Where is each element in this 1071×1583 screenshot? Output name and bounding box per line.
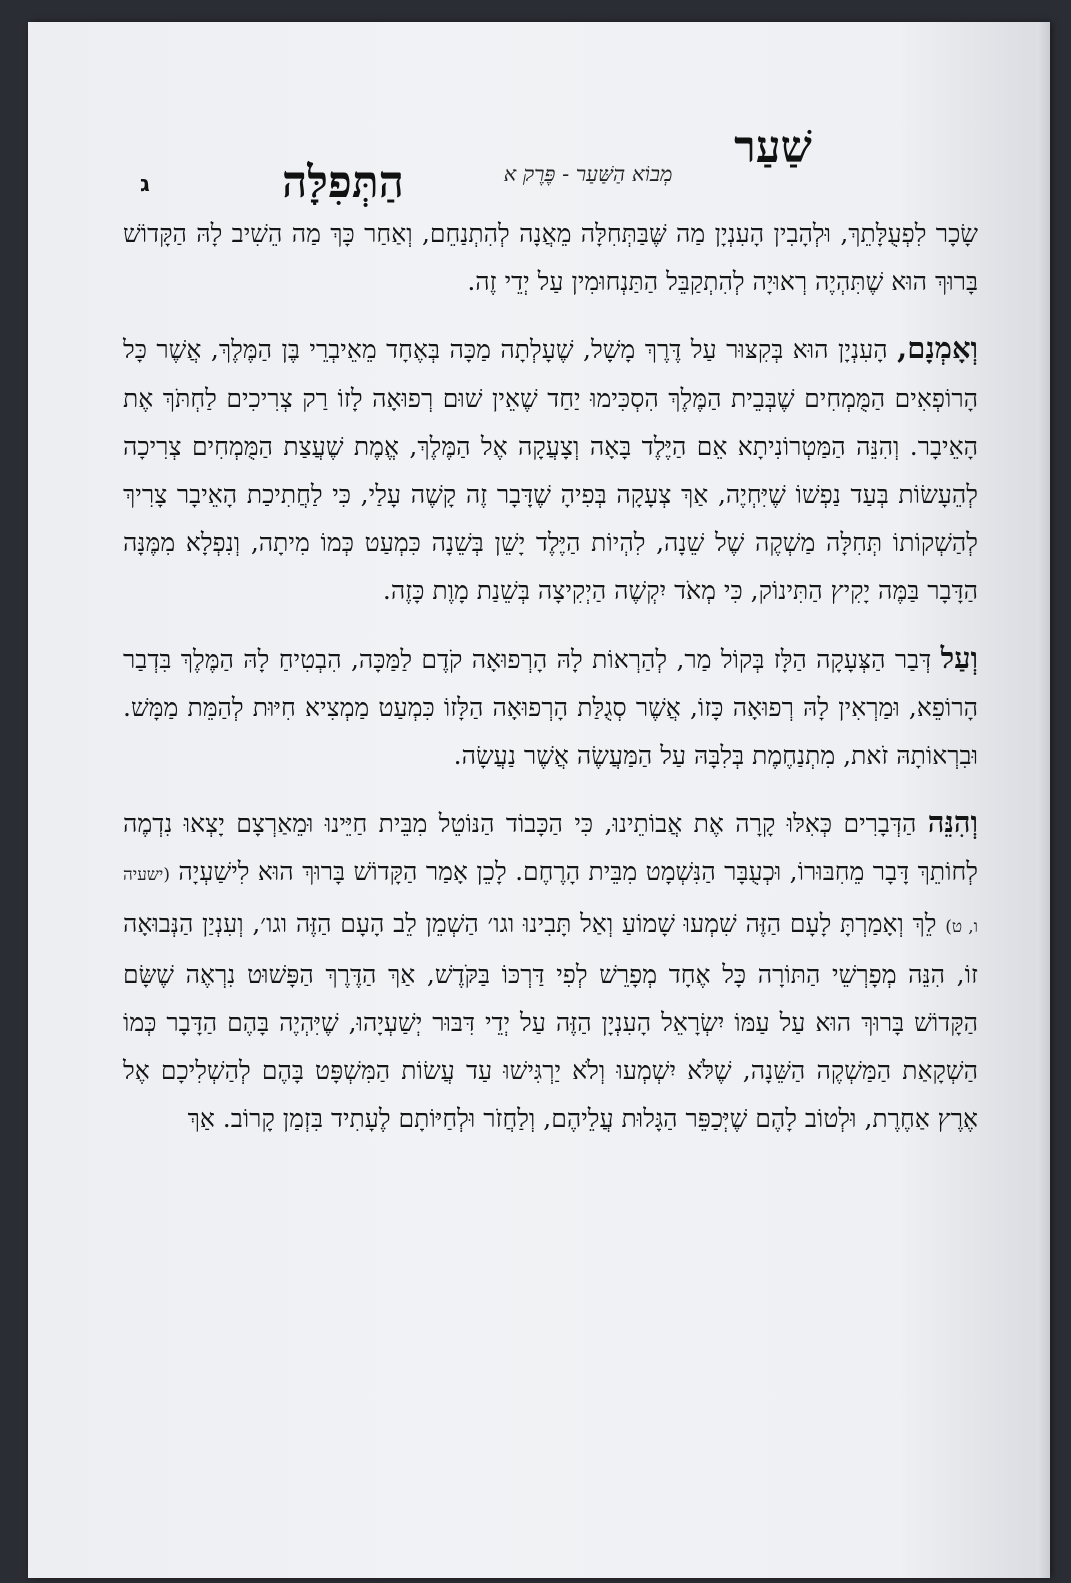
- paragraph-3: [123, 634, 978, 781]
- book-page: [28, 22, 1050, 1578]
- paragraph-lead-word: וְאָמְנָם,: [897, 331, 978, 366]
- paragraph-2: [123, 324, 978, 615]
- page-edge-shadow: [1036, 22, 1050, 1578]
- paragraph-1: [123, 210, 978, 306]
- book-title-word2: הַתְּפִלָּה: [282, 157, 404, 208]
- paragraph-text: דְּבַר הַצְּעָקָה הַלָּז בְּקוֹל מַר, לְהַרְאוֹת לָהּ הָרְפוּאָה קֹדֶם לַמַּכָּה, הִבְטִיחַ לָהּ הַמֶּלֶךְ בִּדְבַר הָרוֹפֵא, וּמַרְאִין לָהּ רְפוּאָה כָּזוֹ, אֲשֶׁר סְגֻלַּת הָרְפוּאָה הַלָּזוֹ כִּמְעַט מַמְצִיא חִיּוּת לְהַמֵּת מַמָּשׁ. וּבִרְאוֹתָהּ זֹאת, מִתְנַחֶמֶת בְּלִבָּהּ עַל הַמַּעֲשֶׂה אֲשֶׁר נַעֲשָׂה.: [123, 644, 978, 771]
- paragraph-lead-word: וְעַל: [940, 640, 979, 675]
- page-number: ג: [140, 172, 150, 197]
- paragraph-4: [123, 798, 978, 1143]
- running-head: מְבוֹא הַשַּׁעַר - פֶּרֶק א: [503, 162, 673, 186]
- paragraph-text: שָׂכָר לִפְעֻלָּתֵךְ, וּלְהָבִין הָעִנְיָן מַה שֶּׁבַּתְּחִלָּה מֵאֲנָה לְהִתְנַחֵם, וְאַחַר כָּךְ מַה הֵשִׁיב לָהּ הַקָּדוֹשׁ בָּרוּךְ הוּא שֶׁתִּהְיֶה רְאוּיָה לְהִתְקַבֵּל הַתַּנְחוּמִין עַל יְדֵי זֶה.: [123, 219, 978, 297]
- body-text: [123, 210, 978, 1162]
- scripture-reference: (ישעיה ו, ט): [123, 865, 979, 937]
- page-header: [28, 22, 1050, 222]
- book-title-word1: שַׁעַר: [734, 122, 812, 173]
- paragraph-text: הַדְּבָרִים כְּאִלּוּ קָרָה אֶת אֲבוֹתֵינוּ, כִּי הַכָּבוֹד הַנּוֹטֵל מִבֵּית חַיֵּינוּ וּמֵאַרְצָם יָצְאוּ נִדְמֶה לְחוֹתֵךְ דָּבָר מֵחִבּוּרוֹ, וּכְעֻבָּר הַנִּשְׁמָט מִבֵּית הָרֶחֶם. לָכֵן אָמַר הַקָּדוֹשׁ בָּרוּךְ הוּא לִישַׁעְיָה: [123, 809, 978, 887]
- paragraph-lead-word: וְהִנֵּה: [927, 805, 978, 840]
- paragraph-text: הָעִנְיָן הוּא בְּקִצּוּר עַל דֶּרֶךְ מָשָׁל, שֶׁעָלְתָה מַכָּה בְּאֶחָד מֵאֵיבְרֵי בֶּן הַמֶּלֶךְ, אֲשֶׁר כָּל הָרוֹפְאִים הַמֻּמְחִים שֶׁבְּבֵית הַמֶּלֶךְ הִסְכִּימוּ יַחַד שֶׁאֵין שׁוּם רְפוּאָה לָזוֹ רַק צְרִיכִים לַחְתֹּךְ אֶת הָאֵיבָר. וְהִנֵּה הַמַּטְרוֹנִיתָא אֵם הַיֶּלֶד בָּאָה וְצָעֲקָה אֶל הַמֶּלֶךְ, אֱמֶת שֶׁעֲצַת הַמֻּמְחִים צְרִיכָה לְהֵעָשׂוֹת בְּעַד נַפְשׁוֹ שֶׁיִּחְיֶה, אַךְ צְעָקָה בְּפִיהָ שֶׁדָּבָר זֶה קָשֶׁה עָלַי, כִּי לַחֲתִיכַת הָאֵיבָר צָרִיךְ לְהַשְׁקוֹתוֹ תְּחִלָּה מַשְׁקֶה שֶׁל שֵׁנָה, לִהְיוֹת הַיֶּלֶד יָשֵׁן בְּשֵׁנָה כִּמְעַט כְּמוֹ מִיתָה, וְנִפְלָא מִמֶּנָּה הַדָּבָר בַּמֶּה יָקִיץ הַתִּינוֹק, כִּי מְאֹד יִקְשֶׁה הַיְקִיצָה בְּשֵׁנַת מָוֶת כָּזֶה.: [123, 335, 978, 606]
- paragraph-text-continued: לֵךְ וְאָמַרְתָּ לָעָם הַזֶּה שִׁמְעוּ שָׁמוֹעַ וְאַל תָּבִינוּ וגו׳ הַשְׁמֵן לֵב הָעָם הַזֶּה וגו׳, וְעִנְיַן הַנְּבוּאָה זוֹ, הִנֵּה מְפָרְשֵׁי הַתּוֹרָה כָּל אֶחָד מְפָרֵשׁ לְפִי דַּרְכּוֹ בַּקֹּדֶשׁ, אַךְ הַדֶּרֶךְ הַפָּשׁוּט נִרְאֶה שֶׁשָּׂם הַקָּדוֹשׁ בָּרוּךְ הוּא עַל עַמּוֹ יִשְׂרָאֵל הָעִנְיָן הַזֶּה עַל יְדֵי דִּבּוּר יְשַׁעְיָהוּ, שֶׁיִּהְיֶה בָּהֶם הַדָּבָר כְּמוֹ הַשְׁקָאַת הַמַּשְׁקֶה הַשֵּׁנָה, שֶׁלֹּא יִשְׁמְעוּ וְלֹא יַרְגִּישׁוּ עַד עֲשׂוֹת הַמִּשְׁפָּט בָּהֶם לְהַשְׁלִיכָם אֶל אֶרֶץ אַחֶרֶת, וּלְטוֹב לָהֶם שֶׁיְּכַפֵּר הַגָּלוּת עֲלֵיהֶם, וְלַחֲזֹר וּלְחַיּוֹתָם לֶעָתִיד בִּזְמַן קָרוֹב. אַךְ: [123, 908, 978, 1134]
